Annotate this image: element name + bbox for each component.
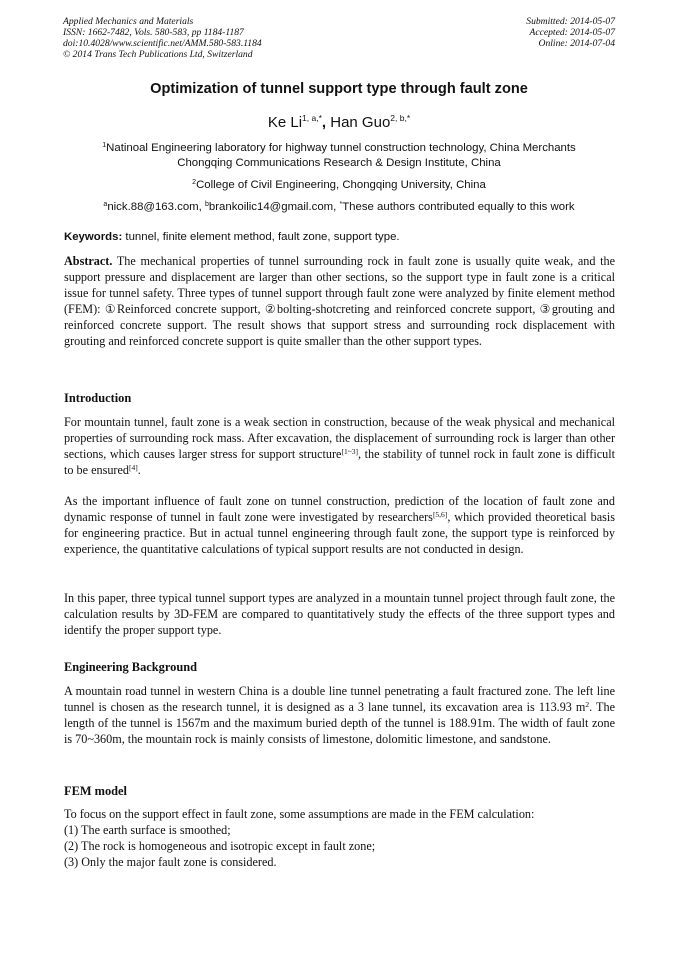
paragraph-text: A mountain road tunnel in western China is a double line tunnel penetrating a fault fractured zone. The left line tunnel is chosen as the research tunnel, it is designed as a 3 lane tunnel, its excavation area is 113.93 m — [64, 684, 615, 714]
paragraph-text: For mountain tunnel, fault zone is a weak section in construction, because of the weak physical and mechanical properties of surrounding rock mass. After excavation, the displacement of surrounding rock is larger than other sections, which causes larger stress for support structure — [64, 415, 615, 461]
affiliation-marker: 1 — [102, 142, 107, 149]
paragraph-text: . — [137, 463, 141, 477]
copyright-line: © 2014 Trans Tech Publications Ltd, Switzerland — [63, 49, 253, 60]
affiliation-1 — [70, 138, 608, 171]
superscript: 2 — [585, 700, 590, 709]
author-name: Ke Li — [267, 114, 303, 131]
keywords — [64, 231, 616, 243]
author-emails — [70, 197, 608, 215]
paragraph-text: . The length of the tunnel is 1567m and the maximum buried depth of the tunnel is 188.91m. The width of fault zone is 70~360m, the mountain rock is mainly consists of limestone, dolomitic limestone, and sandstone. — [64, 700, 615, 746]
citation: [5,6] — [432, 510, 448, 519]
section-heading-introduction: Introduction — [64, 391, 132, 405]
journal-name: Applied Mechanics and Materials — [63, 16, 194, 27]
email-address: brankoilic14@gmail.com, — [208, 201, 340, 213]
paragraph-text: As the important influence of fault zone on tunnel construction, prediction of the location of fault zone and dynamic response of tunnel in fault zone were investigated by researchers — [64, 494, 615, 524]
fem-intro: To focus on the support effect in fault zone, some assumptions are made in the FEM calculation: — [64, 807, 535, 821]
list-item: (2) The rock is homogeneous and isotropic except in fault zone; — [64, 839, 376, 853]
email-marker: b — [204, 201, 209, 208]
online-date: Online: 2014-07-04 — [538, 38, 615, 49]
issn-line: ISSN: 1662-7482, Vols. 580-583, pp 1184-1187 — [63, 27, 244, 38]
doi-line: doi:10.4028/www.scientific.net/AMM.580-583.1184 — [63, 38, 262, 49]
keywords-text: tunnel, finite element method, fault zone, support type. — [122, 231, 400, 243]
section-heading-background: Engineering Background — [64, 660, 197, 674]
publication-dates — [526, 16, 615, 49]
list-item: (3) Only the major fault zone is considered. — [64, 855, 277, 869]
abstract — [64, 253, 615, 349]
paragraph-text: , the stability of tunnel rock in fault zone is difficult to be ensured — [64, 447, 615, 477]
paragraph-text: , which provided theoretical basis for engineering practice. But in actual tunnel engineering through fault zone, the support type is reinforced by experience, the quantitative calculations of typical support results are not conducted in design. — [64, 510, 615, 556]
intro-paragraph-3: In this paper, three typical tunnel support types are analyzed in a mountain tunnel project through fault zone, the calculation results by 3D-FEM are compared to quantitatively study the effects of the three support types and identify the proper support type. — [64, 591, 615, 637]
paper-title: Optimization of tunnel support type through fault zone — [150, 81, 528, 97]
journal-info — [63, 16, 262, 60]
accepted-date: Accepted: 2014-05-07 — [529, 27, 615, 38]
author-superscript: 1, a,* — [302, 113, 322, 123]
citation: [4] — [128, 463, 138, 472]
affiliation-text: Chongqing Communications Research & Design Institute, China — [177, 157, 501, 169]
affiliation-text: Natinoal Engineering laboratory for highway tunnel construction technology, China Merchants — [106, 142, 576, 154]
section-heading-fem: FEM model — [64, 784, 127, 798]
abstract-text: The mechanical properties of tunnel surrounding rock in fault zone is usually quite weak, and the support pressure and displacement are larger than other sections, so the support type in fault zone is a critical issue for tunnel safety. Three types of tunnel support through fault zone were analyzed by finite element method (FEM): ①Reinforced concrete support, ②bolting-shotcreting and reinforced concrete support, ③grouting and reinforced concrete support. The result shows that support stress and surrounding rock displacement with grouting and reinforced concrete support is quite smaller than the other support types. — [64, 254, 615, 348]
author-line — [0, 113, 678, 131]
keywords-label: Keywords: — [64, 231, 123, 243]
affiliation-2 — [70, 175, 608, 193]
abstract-label: Abstract. — [64, 254, 113, 268]
citation: [1~3] — [341, 447, 359, 456]
author-superscript: 2, b,* — [390, 113, 411, 123]
background-paragraph — [64, 683, 615, 747]
contribution-note: These authors contributed equally to this work — [342, 201, 575, 213]
footnote-marker: * — [339, 201, 343, 208]
list-item: (1) The earth surface is smoothed; — [64, 823, 231, 837]
author-separator: , — [321, 114, 327, 131]
fem-assumptions — [64, 806, 615, 870]
submitted-date: Submitted: 2014-05-07 — [526, 16, 615, 27]
email-marker: a — [103, 201, 108, 208]
intro-paragraph-1 — [64, 414, 615, 478]
affiliation-marker: 2 — [192, 179, 197, 186]
intro-paragraph-2 — [64, 493, 615, 557]
affiliation-text: College of Civil Engineering, Chongqing University, China — [196, 179, 486, 191]
author-name: Han Guo — [330, 114, 391, 131]
email-address: nick.88@163.com, — [107, 201, 205, 213]
